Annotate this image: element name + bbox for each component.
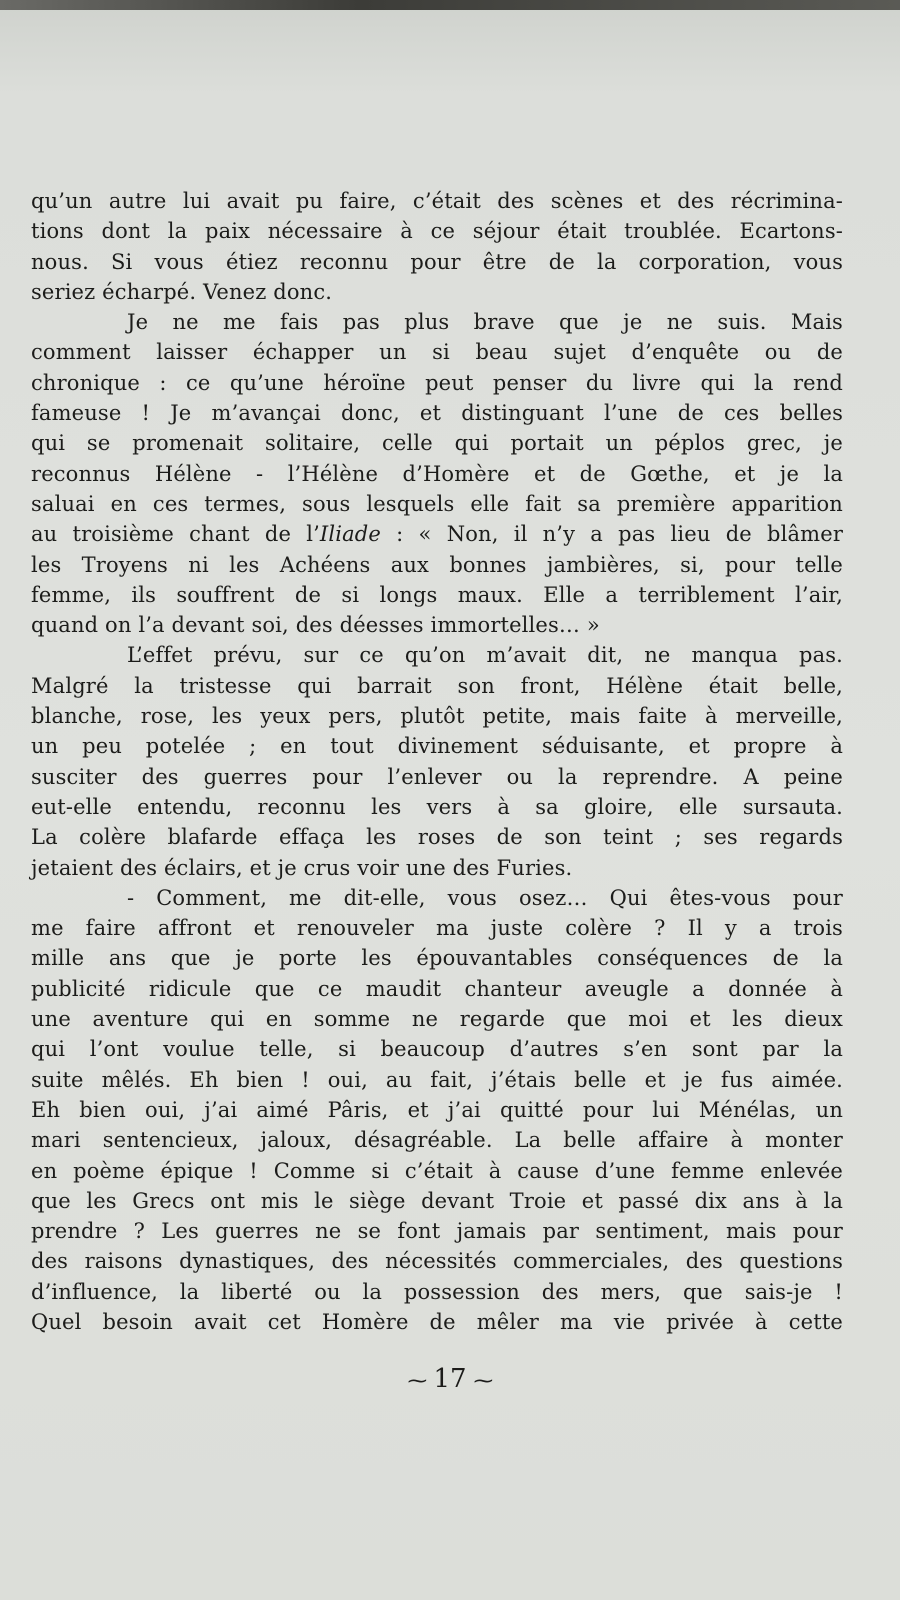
text-line: quand on l’a devant soi, des déesses immortelles… » (31, 613, 600, 638)
text-fragment: : « Non, il n’y a pas lieu de blâmer (380, 522, 844, 547)
text-line: qui l’ont voulue telle, si beaucoup d’autres s’en sont par la (31, 1037, 843, 1062)
page-number: 17 (433, 1364, 467, 1394)
text-line (31, 519, 843, 549)
page-top-edge (0, 0, 900, 10)
text-line: mille ans que je porte les épouvantables conséquences de la (31, 946, 843, 971)
text-line: mari sentencieux, jaloux, désagréable. La belle affaire à monter (31, 1128, 843, 1153)
text-line: une aventure qui en somme ne regarde que moi et les dieux (31, 1007, 843, 1032)
text-line: suite mêlés. Eh bien ! oui, au fait, j’étais belle et je fus aimée. (31, 1067, 843, 1092)
text-line: comment laisser échapper un si beau sujet d’enquête ou de (31, 340, 843, 365)
text-line: susciter des guerres pour l’enlever ou la reprendre. A peine (31, 764, 843, 789)
ornament-left: ~ (405, 1368, 429, 1392)
text-line: eut-elle entendu, reconnu les vers à sa gloire, elle sursauta. (31, 794, 843, 819)
text-line: tions dont la paix nécessaire à ce séjour était troublée. Ecartons- (31, 219, 843, 244)
text-line: Malgré la tristesse qui barrait son front, Hélène était belle, (31, 673, 843, 698)
page-number-footer (0, 1364, 900, 1394)
text-line: saluai en ces termes, sous lesquels elle fait sa première apparition (31, 491, 843, 516)
text-line: L’effet prévu, sur ce qu’on m’avait dit, ne manqua pas. (127, 643, 843, 668)
text-line: me faire affront et renouveler ma juste colère ? Il y a trois (31, 916, 843, 941)
body-text (31, 186, 843, 1337)
text-line: seriez écharpé. Venez donc. (31, 279, 333, 304)
text-line: reconnus Hélène - l’Hélène d’Homère et de Gœthe, et je la (31, 461, 843, 486)
text-fragment: au troisième chant de l’ (31, 522, 320, 547)
book-title-iliade: Iliade (319, 522, 381, 547)
ornament-right: ~ (471, 1368, 495, 1392)
text-line: qu’un autre lui avait pu faire, c’était des scènes et des récrimina- (31, 189, 843, 213)
text-line: femme, ils souffrent de si longs maux. Elle a terriblement l’air, (31, 582, 843, 607)
text-line: - Comment, me dit-elle, vous osez… Qui êtes-vous pour (127, 885, 843, 910)
text-line: fameuse ! Je m’avançai donc, et distinguant l’une de ces belles (31, 401, 843, 426)
text-line: un peu potelée ; en tout divinement séduisante, et propre à (31, 734, 843, 759)
text-line: que les Grecs ont mis le siège devant Troie et passé dix ans à la (31, 1188, 843, 1213)
text-line: les Troyens ni les Achéens aux bonnes jambières, si, pour telle (31, 552, 843, 577)
text-line: nous. Si vous étiez reconnu pour être de la corporation, vous (31, 249, 843, 274)
text-line: blanche, rose, les yeux pers, plutôt petite, mais faite à merveille, (31, 704, 843, 729)
text-line: publicité ridicule que ce maudit chanteur aveugle a donnée à (31, 976, 843, 1001)
text-line: prendre ? Les guerres ne se font jamais par sentiment, mais pour (31, 1219, 843, 1244)
text-line: qui se promenait solitaire, celle qui portait un péplos grec, je (31, 431, 843, 456)
text-line: Eh bien oui, j’ai aimé Pâris, et j’ai quitté pour lui Ménélas, un (31, 1097, 843, 1122)
text-line: La colère blafarde effaça les roses de son teint ; ses regards (31, 825, 843, 850)
text-line: Quel besoin avait cet Homère de mêler ma vie privée à cette (31, 1309, 843, 1334)
text-line: jetaient des éclairs, et je crus voir une des Furies. (31, 855, 573, 880)
text-line: Je ne me fais pas plus brave que je ne suis. Mais (127, 310, 843, 335)
text-line: chronique : ce qu’une héroïne peut penser du livre qui la rend (31, 370, 843, 395)
text-line: en poème épique ! Comme si c’était à cause d’une femme enlevée (31, 1158, 843, 1183)
text-line: d’influence, la liberté ou la possession des mers, que sais-je ! (31, 1279, 843, 1304)
text-line: des raisons dynastiques, des nécessités commerciales, des questions (31, 1249, 843, 1274)
